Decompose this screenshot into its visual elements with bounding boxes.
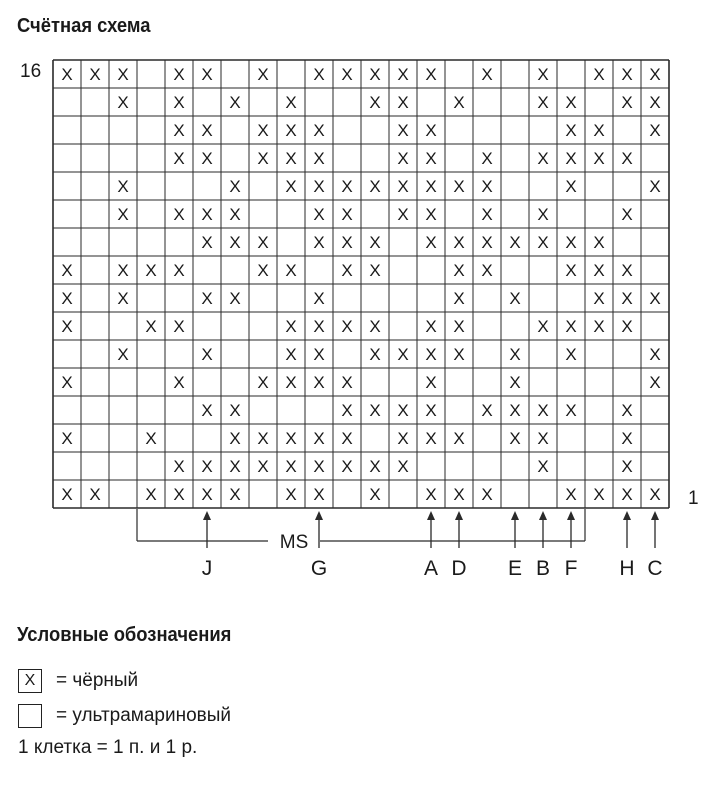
stitch-mark-black: X — [369, 65, 381, 84]
stitch-mark-black: X — [537, 233, 549, 252]
stitch-mark-black: X — [61, 289, 73, 308]
stitch-mark-black: X — [313, 65, 325, 84]
stitch-mark-black: X — [565, 401, 577, 420]
stitch-mark-black: X — [397, 149, 409, 168]
stitch-mark-black: X — [565, 317, 577, 336]
stitch-mark-black: X — [145, 317, 157, 336]
stitch-mark-black: X — [257, 233, 269, 252]
stitch-mark-black: X — [397, 429, 409, 448]
marker-arrow-head — [455, 511, 463, 520]
stitch-mark-black: X — [173, 373, 185, 392]
legend-empty-text: = ультрамариновый — [56, 705, 232, 726]
legend-mark-text: = чёрный — [56, 670, 139, 691]
stitch-mark-black: X — [537, 401, 549, 420]
stitch-mark-black: X — [593, 485, 605, 504]
stitch-mark-black: X — [257, 149, 269, 168]
stitch-mark-black: X — [229, 429, 241, 448]
legend-empty-box — [18, 704, 42, 728]
legend-note: 1 клетка = 1 п. и 1 р. — [18, 737, 198, 758]
legend-mark-row — [18, 668, 138, 694]
stitch-mark-black: X — [453, 289, 465, 308]
stitch-mark-black: X — [89, 65, 101, 84]
marker-label-H: H — [619, 557, 635, 580]
stitch-mark-black: X — [425, 65, 437, 84]
stitch-mark-black: X — [201, 121, 213, 140]
stitch-mark-black: X — [285, 149, 297, 168]
stitch-mark-black: X — [313, 121, 325, 140]
marker-arrow-head — [651, 511, 659, 520]
stitch-mark-black: X — [173, 65, 185, 84]
stitch-mark-black: X — [509, 429, 521, 448]
stitch-mark-black: X — [593, 233, 605, 252]
stitch-mark-black: X — [453, 233, 465, 252]
stitch-mark-black: X — [229, 289, 241, 308]
chart-title: Счётная схема — [17, 15, 151, 37]
stitch-mark-black: X — [313, 485, 325, 504]
marker-label-C: C — [647, 557, 663, 580]
stitch-mark-black: X — [117, 289, 129, 308]
stitch-mark-black: X — [509, 289, 521, 308]
stitch-mark-black: X — [369, 457, 381, 476]
stitch-mark-black: X — [313, 317, 325, 336]
stitch-mark-black: X — [173, 149, 185, 168]
stitch-mark-black: X — [593, 65, 605, 84]
marker-arrow-head — [567, 511, 575, 520]
stitch-mark-black: X — [537, 149, 549, 168]
stitch-mark-black: X — [649, 485, 661, 504]
marker-label-B: B — [535, 557, 551, 580]
stitch-mark-black: X — [621, 485, 633, 504]
stitch-mark-black: X — [313, 149, 325, 168]
stitch-mark-black: X — [453, 93, 465, 112]
stitch-mark-black: X — [481, 205, 493, 224]
stitch-mark-black: X — [313, 233, 325, 252]
stitch-mark-black: X — [145, 261, 157, 280]
row-label-bottom: 1 — [688, 488, 699, 509]
stitch-mark-black: X — [201, 289, 213, 308]
stitch-mark-black: X — [397, 205, 409, 224]
stitch-mark-black: X — [425, 317, 437, 336]
stitch-mark-black: X — [649, 177, 661, 196]
stitch-mark-black: X — [341, 177, 353, 196]
stitch-mark-black: X — [341, 261, 353, 280]
stitch-mark-black: X — [537, 317, 549, 336]
stitch-mark-black: X — [565, 93, 577, 112]
legend-title: Условные обозначения — [17, 624, 232, 646]
stitch-mark-black: X — [649, 289, 661, 308]
stitch-mark-black: X — [257, 429, 269, 448]
stitch-mark-black: X — [565, 261, 577, 280]
stitch-mark-black: X — [621, 289, 633, 308]
stitch-mark-black: X — [453, 261, 465, 280]
stitch-mark-black: X — [117, 65, 129, 84]
stitch-mark-black: X — [649, 65, 661, 84]
stitch-mark-black: X — [285, 457, 297, 476]
stitch-mark-black: X — [257, 121, 269, 140]
stitch-mark-black: X — [621, 261, 633, 280]
stitch-mark-black: X — [481, 65, 493, 84]
stitch-mark-black: X — [257, 457, 269, 476]
stitch-mark-black: X — [229, 205, 241, 224]
stitch-mark-black: X — [313, 289, 325, 308]
stitch-mark-black: X — [621, 429, 633, 448]
stitch-mark-black: X — [369, 317, 381, 336]
stitch-mark-black: X — [285, 345, 297, 364]
stitch-mark-black: X — [621, 205, 633, 224]
stitch-mark-black: X — [509, 345, 521, 364]
marker-label-D: D — [451, 557, 467, 580]
stitch-mark-black: X — [593, 289, 605, 308]
stitch-mark-black: X — [201, 345, 213, 364]
stitch-mark-black: X — [537, 429, 549, 448]
stitch-mark-black: X — [425, 373, 437, 392]
stitch-mark-black: X — [425, 345, 437, 364]
stitch-mark-black: X — [285, 373, 297, 392]
stitch-mark-black: X — [649, 373, 661, 392]
stitch-mark-black: X — [565, 121, 577, 140]
stitch-mark-black: X — [61, 429, 73, 448]
stitch-mark-black: X — [621, 149, 633, 168]
stitch-mark-black: X — [369, 485, 381, 504]
stitch-mark-black: X — [201, 457, 213, 476]
stitch-mark-black: X — [537, 457, 549, 476]
stitch-mark-black: X — [537, 65, 549, 84]
stitch-mark-black: X — [481, 485, 493, 504]
stitch-mark-black: X — [257, 65, 269, 84]
stitch-mark-black: X — [341, 401, 353, 420]
stitch-mark-black: X — [593, 149, 605, 168]
stitch-mark-black: X — [313, 373, 325, 392]
stitch-mark-black: X — [425, 401, 437, 420]
stitch-mark-black: X — [565, 233, 577, 252]
stitch-mark-black: X — [173, 93, 185, 112]
stitch-mark-black: X — [397, 121, 409, 140]
stitch-mark-black: X — [313, 457, 325, 476]
marker-label-G: G — [310, 557, 328, 580]
stitch-mark-black: X — [201, 205, 213, 224]
stitch-mark-black: X — [201, 401, 213, 420]
pattern-repeat-label: MS — [279, 532, 309, 553]
stitch-mark-black: X — [341, 205, 353, 224]
stitch-mark-black: X — [369, 401, 381, 420]
stitch-mark-black: X — [341, 317, 353, 336]
stitch-mark-black: X — [369, 261, 381, 280]
stitch-mark-black: X — [481, 401, 493, 420]
stitch-mark-black: X — [397, 457, 409, 476]
stitch-mark-black: X — [397, 65, 409, 84]
stitch-mark-black: X — [173, 457, 185, 476]
stitch-mark-black: X — [229, 233, 241, 252]
stitch-mark-black: X — [313, 205, 325, 224]
stitch-mark-black: X — [173, 121, 185, 140]
row-label-top: 16 — [20, 61, 42, 82]
stitch-mark-black: X — [117, 205, 129, 224]
stitch-mark-black: X — [425, 177, 437, 196]
stitch-mark-black: X — [453, 345, 465, 364]
stitch-mark-black: X — [593, 121, 605, 140]
stitch-mark-black: X — [173, 485, 185, 504]
stitch-mark-black: X — [341, 233, 353, 252]
stitch-mark-black: X — [425, 121, 437, 140]
stitch-mark-black: X — [481, 177, 493, 196]
stitch-mark-black: X — [61, 485, 73, 504]
stitch-mark-black: X — [397, 401, 409, 420]
stitch-mark-black: X — [341, 457, 353, 476]
stitch-mark-black: X — [397, 177, 409, 196]
stitch-mark-black: X — [453, 485, 465, 504]
stitch-mark-black: X — [509, 373, 521, 392]
legend-mark-box: X — [18, 669, 42, 693]
stitch-mark-black: X — [61, 317, 73, 336]
marker-label-A: A — [423, 557, 439, 580]
marker-arrow-head — [427, 511, 435, 520]
stitch-mark-black: X — [229, 485, 241, 504]
stitch-mark-black: X — [285, 261, 297, 280]
stitch-mark-black: X — [313, 345, 325, 364]
stitch-mark-black: X — [397, 93, 409, 112]
stitch-mark-black: X — [369, 177, 381, 196]
stitch-mark-black: X — [621, 93, 633, 112]
stitch-mark-black: X — [509, 233, 521, 252]
stitch-mark-black: X — [397, 345, 409, 364]
stitch-mark-black: X — [201, 485, 213, 504]
stitch-mark-black: X — [649, 345, 661, 364]
stitch-mark-black: X — [229, 457, 241, 476]
stitch-mark-black: X — [285, 93, 297, 112]
stitch-mark-black: X — [565, 177, 577, 196]
stitch-mark-black: X — [341, 373, 353, 392]
marker-arrow-head — [203, 511, 211, 520]
stitch-mark-black: X — [369, 345, 381, 364]
stitch-mark-black: X — [201, 233, 213, 252]
stitch-mark-black: X — [649, 93, 661, 112]
stitch-mark-black: X — [229, 401, 241, 420]
legend-empty-row — [18, 703, 231, 729]
stitch-mark-black: X — [117, 261, 129, 280]
stitch-mark-black: X — [285, 177, 297, 196]
stitch-mark-black: X — [621, 317, 633, 336]
stitch-mark-black: X — [61, 261, 73, 280]
marker-label-J: J — [201, 557, 213, 580]
stitch-mark-black: X — [201, 149, 213, 168]
stitch-mark-black: X — [593, 317, 605, 336]
stitch-mark-black: X — [425, 429, 437, 448]
stitch-mark-black: X — [593, 261, 605, 280]
stitch-mark-black: X — [201, 65, 213, 84]
stitch-mark-black: X — [537, 93, 549, 112]
stitch-mark-black: X — [313, 429, 325, 448]
stitch-mark-black: X — [425, 205, 437, 224]
stitch-mark-black: X — [145, 485, 157, 504]
stitch-mark-black: X — [145, 429, 157, 448]
stitch-mark-black: X — [425, 149, 437, 168]
stitch-mark-black: X — [61, 373, 73, 392]
marker-arrow-head — [315, 511, 323, 520]
stitch-mark-black: X — [481, 233, 493, 252]
stitch-mark-black: X — [173, 261, 185, 280]
stitch-mark-black: X — [285, 485, 297, 504]
stitch-mark-black: X — [537, 205, 549, 224]
stitch-mark-black: X — [453, 177, 465, 196]
stitch-mark-black: X — [313, 177, 325, 196]
stitch-mark-black: X — [257, 261, 269, 280]
stitch-mark-black: X — [649, 121, 661, 140]
stitch-mark-black: X — [509, 401, 521, 420]
stitch-mark-black: X — [117, 93, 129, 112]
stitch-mark-black: X — [117, 345, 129, 364]
stitch-mark-black: X — [565, 345, 577, 364]
stitch-mark-black: X — [425, 485, 437, 504]
marker-arrow-head — [511, 511, 519, 520]
marker-arrow-head — [539, 511, 547, 520]
stitch-mark-black: X — [285, 429, 297, 448]
stitch-mark-black: X — [229, 177, 241, 196]
marker-label-F: F — [564, 557, 578, 580]
stitch-mark-black: X — [621, 65, 633, 84]
stitch-mark-black: X — [285, 121, 297, 140]
stitch-mark-black: X — [173, 205, 185, 224]
stitch-mark-black: X — [229, 93, 241, 112]
stitch-mark-black: X — [565, 149, 577, 168]
stitch-mark-black: X — [621, 401, 633, 420]
stitch-mark-black: X — [453, 317, 465, 336]
stitch-mark-black: X — [257, 373, 269, 392]
stitch-mark-black: X — [481, 149, 493, 168]
stitch-mark-black: X — [369, 233, 381, 252]
marker-label-E: E — [507, 557, 523, 580]
stitch-mark-black: X — [425, 233, 437, 252]
stitch-mark-black: X — [173, 317, 185, 336]
stitch-mark-black: X — [285, 317, 297, 336]
stitch-mark-black: X — [89, 485, 101, 504]
stitch-mark-black: X — [341, 429, 353, 448]
stitch-mark-black: X — [481, 261, 493, 280]
stitch-mark-black: X — [565, 485, 577, 504]
stitch-mark-black: X — [621, 457, 633, 476]
marker-arrow-head — [623, 511, 631, 520]
stitch-mark-black: X — [341, 65, 353, 84]
stitch-mark-black: X — [117, 177, 129, 196]
stitch-mark-black: X — [453, 429, 465, 448]
stitch-mark-black: X — [61, 65, 73, 84]
stitch-mark-black: X — [369, 93, 381, 112]
